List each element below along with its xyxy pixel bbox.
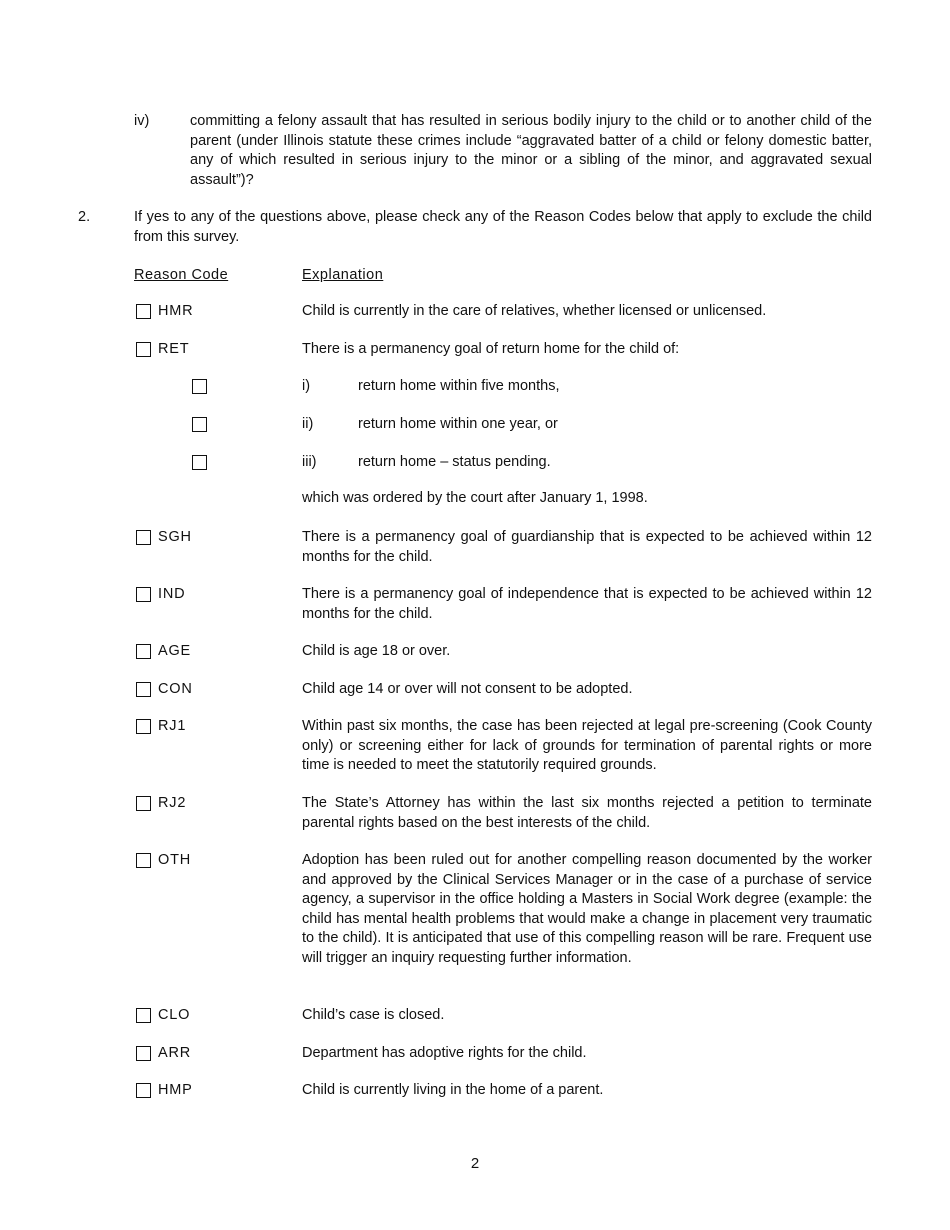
clo-code: CLO — [158, 1007, 191, 1023]
rj1-checkbox[interactable] — [136, 719, 151, 734]
ret-sub-iii-checkbox[interactable] — [192, 455, 207, 470]
page-number: 2 — [470, 1155, 480, 1172]
hmp-checkbox[interactable] — [136, 1083, 151, 1098]
age-explanation: Child is age 18 or over. — [302, 643, 451, 659]
ret-sub-ii-checkbox[interactable] — [192, 417, 207, 432]
oth-code: OTH — [158, 852, 192, 868]
ret-code: RET — [158, 341, 190, 357]
hmr-explanation: Child is currently in the care of relatives, whether licensed or unlicensed. — [302, 303, 767, 319]
hmr-code: HMR — [158, 303, 194, 319]
ret-sub-iii-text: return home – status pending. — [358, 454, 551, 470]
rj1-explanation: Within past six months, the case has been rejected at legal pre-screening (Cook County only) or screening either for lack of grounds for termination of parental rights or more time is needed to meet the statutorily required grounds. — [302, 718, 872, 774]
rj2-checkbox[interactable] — [136, 796, 151, 811]
item-iv-marker: iv) — [134, 113, 150, 129]
rj1-code: RJ1 — [158, 718, 187, 734]
reason-code-header: Reason Code — [134, 267, 229, 283]
hmp-explanation: Child is currently living in the home of a parent. — [302, 1082, 604, 1098]
ind-code: IND — [158, 586, 186, 602]
con-code: CON — [158, 681, 193, 697]
oth-explanation: Adoption has been ruled out for another compelling reason documented by the worker and approved by the Clinical Services Manager or in the case of a purchase of service agency, a supervisor in the office holding a Masters in Social Work degree (example: the child has mental health problems that would make a change in placement very traumatic to the child). It is anticipated that use of this compelling reason will be rare. Frequent use will trigger an inquiry requesting further information. — [302, 852, 872, 966]
age-checkbox[interactable] — [136, 644, 151, 659]
ret-sub-ii-text: return home within one year, or — [358, 416, 558, 432]
arr-checkbox[interactable] — [136, 1046, 151, 1061]
explanation-header: Explanation — [302, 267, 384, 283]
arr-explanation: Department has adoptive rights for the child. — [302, 1045, 587, 1061]
ret-sub-ii-marker: ii) — [302, 416, 314, 432]
clo-explanation: Child’s case is closed. — [302, 1007, 445, 1023]
item-iv-text: committing a felony assault that has resulted in serious bodily injury to the child or to another child of the parent (under Illinois statute these crimes include “aggravated batter of a child or felony domestic batter, any of which resulted in serious injury to the minor or a sibling of the minor, and aggravated sexual assault”)? — [190, 113, 872, 188]
hmp-code: HMP — [158, 1082, 193, 1098]
ret-after-text: which was ordered by the court after January 1, 1998. — [302, 490, 648, 506]
sgh-checkbox[interactable] — [136, 530, 151, 545]
rj2-code: RJ2 — [158, 795, 187, 811]
hmr-checkbox[interactable] — [136, 304, 151, 319]
arr-code: ARR — [158, 1045, 192, 1061]
item-2-number: 2. — [78, 209, 91, 225]
item-2-text: If yes to any of the questions above, please check any of the Reason Codes below that apply to exclude the child from this survey. — [134, 209, 872, 245]
ind-explanation: There is a permanency goal of independence that is expected to be achieved within 12 months for the child. — [302, 586, 872, 622]
con-explanation: Child age 14 or over will not consent to be adopted. — [302, 681, 633, 697]
clo-checkbox[interactable] — [136, 1008, 151, 1023]
ret-sub-i-checkbox[interactable] — [192, 379, 207, 394]
age-code: AGE — [158, 643, 192, 659]
con-checkbox[interactable] — [136, 682, 151, 697]
sgh-code: SGH — [158, 529, 192, 545]
ret-checkbox[interactable] — [136, 342, 151, 357]
rj2-explanation: The State’s Attorney has within the last six months rejected a petition to terminate parental rights based on the best interests of the child. — [302, 795, 872, 831]
ret-sub-i-marker: i) — [302, 378, 311, 394]
ret-sub-i-text: return home within five months, — [358, 378, 560, 394]
sgh-explanation: There is a permanency goal of guardianship that is expected to be achieved within 12 months for the child. — [302, 529, 872, 565]
ret-explanation: There is a permanency goal of return home for the child of: — [302, 341, 680, 357]
oth-checkbox[interactable] — [136, 853, 151, 868]
ret-sub-iii-marker: iii) — [302, 454, 317, 470]
ind-checkbox[interactable] — [136, 587, 151, 602]
